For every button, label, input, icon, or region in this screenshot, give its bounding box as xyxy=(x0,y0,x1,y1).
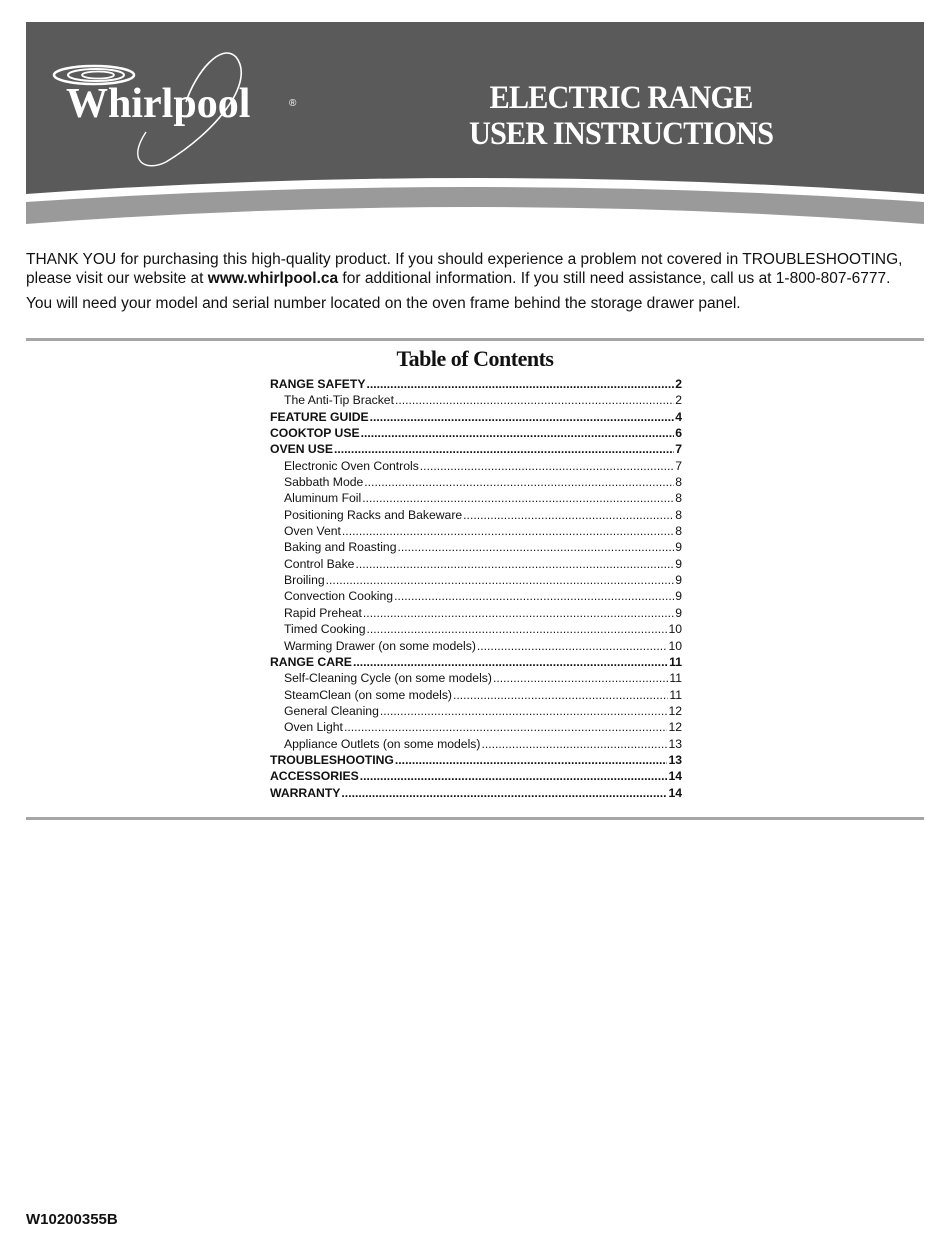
toc-entry-label: Warming Drawer (on some models) xyxy=(284,638,476,653)
toc-entry[interactable] xyxy=(270,490,682,506)
toc-entry-label: TROUBLESHOOTING xyxy=(270,752,394,767)
toc-entry[interactable] xyxy=(270,621,682,637)
toc-entry-page: 14 xyxy=(668,769,682,784)
model-serial-paragraph: You will need your model and serial number located on the oven frame behind the storage drawer panel. xyxy=(26,295,741,312)
title-line-1: ELECTRIC RANGE xyxy=(489,80,753,116)
toc-entry[interactable] xyxy=(270,392,682,408)
header-banner xyxy=(26,22,924,227)
toc-entry-label: The Anti-Tip Bracket xyxy=(284,393,394,408)
brand-name: Whirlpool xyxy=(66,81,251,127)
toc-leader-dots xyxy=(367,621,668,637)
toc-entry-page: 9 xyxy=(675,573,682,588)
toc-leader-dots xyxy=(326,572,675,588)
toc-leader-dots xyxy=(493,670,668,686)
toc-entry-label: SteamClean (on some models) xyxy=(284,687,452,702)
toc-entry-page: 8 xyxy=(675,475,682,490)
toc-entry-label: Rapid Preheat xyxy=(284,605,362,620)
toc-entry-page: 7 xyxy=(675,458,682,473)
toc-entry[interactable] xyxy=(270,719,682,735)
toc-leader-dots xyxy=(397,539,674,555)
toc-leader-dots xyxy=(362,490,674,506)
toc-entry-page: 9 xyxy=(675,556,682,571)
thank-you-paragraph xyxy=(26,250,926,288)
toc-entry-label: Timed Cooking xyxy=(284,622,366,637)
toc-entry-page: 11 xyxy=(669,671,682,686)
whirlpool-swirl-icon xyxy=(26,22,286,192)
toc-entry-page: 11 xyxy=(669,687,682,702)
toc-entry-label: Sabbath Mode xyxy=(284,475,364,490)
toc-entry-page: 9 xyxy=(675,589,682,604)
toc-entry-label: Electronic Oven Controls xyxy=(284,458,419,473)
toc-entry-page: 8 xyxy=(675,524,682,539)
toc-leader-dots xyxy=(364,474,674,490)
toc-entry-label: Oven Vent xyxy=(284,524,341,539)
toc-entry[interactable] xyxy=(270,441,682,457)
whirlpool-logo xyxy=(26,22,286,192)
toc-entry-label: RANGE CARE xyxy=(270,654,352,669)
toc-title: Table of Contents xyxy=(396,346,554,371)
toc-entry-label: Broiling xyxy=(284,573,325,588)
intro-section xyxy=(26,250,926,313)
toc-leader-dots xyxy=(355,556,674,572)
toc-leader-dots xyxy=(481,736,667,752)
toc-leader-dots xyxy=(341,785,667,801)
toc-leader-dots xyxy=(360,768,668,784)
toc-entry-page: 10 xyxy=(668,638,682,653)
toc-entry[interactable] xyxy=(270,458,682,474)
toc-leader-dots xyxy=(353,654,668,670)
toc-entry-label: Self-Cleaning Cycle (on some models) xyxy=(284,671,492,686)
toc-entry[interactable] xyxy=(270,425,682,441)
document-title xyxy=(460,80,782,152)
document-number: W10200355B xyxy=(26,1211,118,1228)
toc-entry[interactable] xyxy=(270,605,682,621)
top-divider xyxy=(26,338,924,341)
toc-entry[interactable] xyxy=(270,687,682,703)
toc-entry-label: Convection Cooking xyxy=(284,589,394,604)
toc-entry[interactable] xyxy=(270,474,682,490)
toc-leader-dots xyxy=(361,425,675,441)
toc-entry[interactable] xyxy=(270,736,682,752)
toc-entry[interactable] xyxy=(270,409,682,425)
toc-entry-page: 13 xyxy=(668,752,682,767)
toc-entry-page: 8 xyxy=(675,507,682,522)
toc-entry[interactable] xyxy=(270,523,682,539)
toc-entry-label: RANGE SAFETY xyxy=(270,377,366,391)
registered-mark: ® xyxy=(289,98,297,109)
toc-entry-label: Baking and Roasting xyxy=(284,540,397,555)
toc-entry-label: Aluminum Foil xyxy=(284,491,362,506)
toc-leader-dots xyxy=(394,588,674,604)
toc-entry-label: OVEN USE xyxy=(270,442,333,457)
toc-leader-dots xyxy=(477,638,668,654)
toc-leader-dots xyxy=(395,752,668,768)
toc-entry-label: Positioning Racks and Bakeware xyxy=(284,507,463,522)
toc-leader-dots xyxy=(420,458,674,474)
toc-entry-page: 12 xyxy=(668,720,682,735)
toc-leader-dots xyxy=(463,507,674,523)
title-line-2: USER INSTRUCTIONS xyxy=(468,116,774,152)
toc-leader-dots xyxy=(344,719,667,735)
toc-leader-dots xyxy=(380,703,668,719)
toc-entry-page: 10 xyxy=(668,622,682,637)
toc-leader-dots xyxy=(363,605,674,621)
toc-entry[interactable] xyxy=(270,752,682,768)
bottom-divider xyxy=(26,817,924,820)
toc-entry-page: 9 xyxy=(675,605,682,620)
toc-entry-label: Control Bake xyxy=(284,556,355,571)
toc-entry-label: COOKTOP USE xyxy=(270,426,360,441)
toc-leader-dots xyxy=(342,523,674,539)
toc-leader-dots xyxy=(453,687,668,703)
toc-leader-dots xyxy=(395,392,674,408)
toc-entry-label: Appliance Outlets (on some models) xyxy=(284,736,481,751)
toc-entry[interactable] xyxy=(270,785,682,801)
toc-entry-label: General Cleaning xyxy=(284,703,379,718)
toc-entry[interactable] xyxy=(270,376,682,392)
toc-entry[interactable] xyxy=(270,572,682,588)
toc-entry-page: 6 xyxy=(675,426,682,441)
toc-entry-page: 2 xyxy=(675,377,682,391)
intro-text-start: THANK YOU for purchasing this high-quality product. If you should experience a problem not covered in TROUBLESHOOTING, please visit our website at xyxy=(26,251,903,287)
website-link[interactable]: www.whirlpool.ca xyxy=(207,270,339,287)
toc-entry-page: 11 xyxy=(669,654,682,669)
toc-entry[interactable] xyxy=(270,768,682,784)
toc-leader-dots xyxy=(370,409,675,425)
toc-entry-label: ACCESSORIES xyxy=(270,769,359,784)
toc-entry[interactable] xyxy=(270,654,682,670)
toc-entry[interactable] xyxy=(270,507,682,523)
toc-entry-page: 2 xyxy=(675,393,682,408)
toc-leader-dots xyxy=(366,376,674,392)
toc-entry[interactable] xyxy=(270,588,682,604)
toc-entry-label: WARRANTY xyxy=(270,785,341,800)
toc-entry[interactable] xyxy=(270,670,682,686)
intro-text-end: for additional information. If you still need assistance, call us at 1-800-807-6777. xyxy=(338,270,891,287)
toc-entry[interactable] xyxy=(270,703,682,719)
toc-entry-page: 13 xyxy=(668,736,682,751)
table-of-contents xyxy=(270,376,682,801)
toc-entry-page: 9 xyxy=(675,540,682,555)
toc-entry-label: FEATURE GUIDE xyxy=(270,409,369,424)
toc-entry-page: 8 xyxy=(675,491,682,506)
toc-entry-page: 12 xyxy=(668,703,682,718)
toc-entry-page: 4 xyxy=(675,409,682,424)
toc-entry-page: 14 xyxy=(668,785,682,800)
toc-entry[interactable] xyxy=(270,556,682,572)
toc-entry-label: Oven Light xyxy=(284,720,343,735)
toc-leader-dots xyxy=(334,441,674,457)
toc-entry[interactable] xyxy=(270,638,682,654)
toc-entry[interactable] xyxy=(270,539,682,555)
toc-entry-page: 7 xyxy=(675,442,682,457)
